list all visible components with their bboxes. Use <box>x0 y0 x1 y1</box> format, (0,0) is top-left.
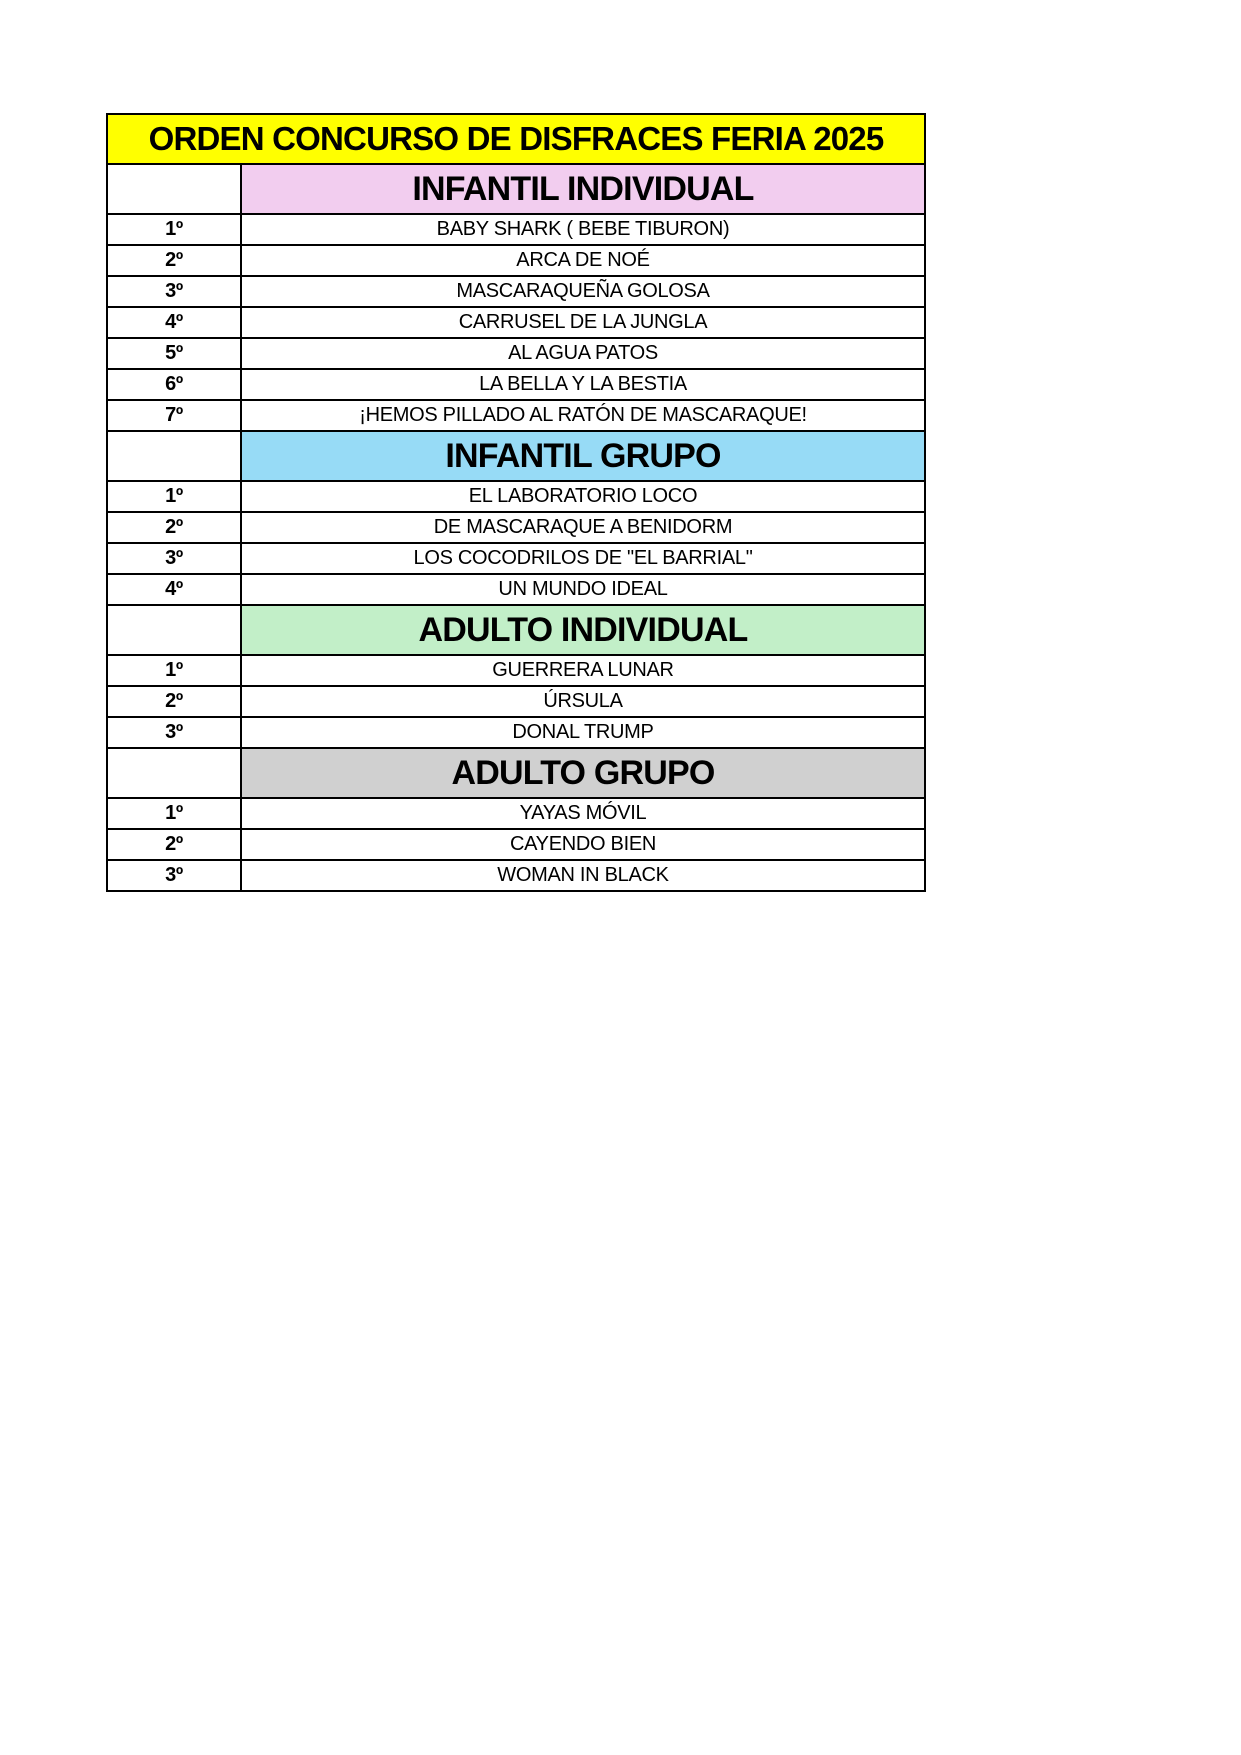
page-title: ORDEN CONCURSO DE DISFRACES FERIA 2025 <box>107 114 925 164</box>
section-header-infantil-individual <box>107 164 925 214</box>
rank-cell: 3º <box>107 276 241 307</box>
table-row <box>107 214 925 245</box>
section-title: INFANTIL INDIVIDUAL <box>241 164 925 214</box>
costume-name-cell: CAYENDO BIEN <box>241 829 925 860</box>
table-body <box>107 114 925 891</box>
rank-cell: 1º <box>107 481 241 512</box>
table-row <box>107 276 925 307</box>
costume-name-cell: AL AGUA PATOS <box>241 338 925 369</box>
section-blank-cell <box>107 748 241 798</box>
section-header-adulto-grupo <box>107 748 925 798</box>
costume-name-cell: ÚRSULA <box>241 686 925 717</box>
title-row <box>107 114 925 164</box>
rank-cell: 1º <box>107 214 241 245</box>
costume-name-cell: DONAL TRUMP <box>241 717 925 748</box>
table-row <box>107 829 925 860</box>
costume-name-cell: MASCARAQUEÑA GOLOSA <box>241 276 925 307</box>
table-row <box>107 686 925 717</box>
rank-cell: 2º <box>107 512 241 543</box>
costume-name-cell: UN MUNDO IDEAL <box>241 574 925 605</box>
table-row <box>107 574 925 605</box>
table-row <box>107 338 925 369</box>
rank-cell: 1º <box>107 655 241 686</box>
section-title: INFANTIL GRUPO <box>241 431 925 481</box>
table-row <box>107 481 925 512</box>
section-blank-cell <box>107 605 241 655</box>
table-row <box>107 400 925 431</box>
costume-name-cell: CARRUSEL DE LA JUNGLA <box>241 307 925 338</box>
costume-name-cell: DE MASCARAQUE A BENIDORM <box>241 512 925 543</box>
table-row <box>107 512 925 543</box>
section-header-infantil-grupo <box>107 431 925 481</box>
costume-contest-table <box>106 113 926 892</box>
section-title: ADULTO INDIVIDUAL <box>241 605 925 655</box>
costume-name-cell: BABY SHARK ( BEBE TIBURON) <box>241 214 925 245</box>
rank-cell: 5º <box>107 338 241 369</box>
table-row <box>107 543 925 574</box>
rank-cell: 2º <box>107 686 241 717</box>
rank-cell: 3º <box>107 717 241 748</box>
rank-cell: 3º <box>107 860 241 891</box>
costume-name-cell: ARCA DE NOÉ <box>241 245 925 276</box>
rank-cell: 6º <box>107 369 241 400</box>
costume-name-cell: ¡HEMOS PILLADO AL RATÓN DE MASCARAQUE! <box>241 400 925 431</box>
costume-name-cell: WOMAN IN BLACK <box>241 860 925 891</box>
table-row <box>107 307 925 338</box>
table-row <box>107 717 925 748</box>
costume-name-cell: EL LABORATORIO LOCO <box>241 481 925 512</box>
table-row <box>107 245 925 276</box>
rank-cell: 3º <box>107 543 241 574</box>
table-row <box>107 655 925 686</box>
rank-cell: 7º <box>107 400 241 431</box>
costume-name-cell: YAYAS MÓVIL <box>241 798 925 829</box>
section-title: ADULTO GRUPO <box>241 748 925 798</box>
section-header-adulto-individual <box>107 605 925 655</box>
rank-cell: 4º <box>107 307 241 338</box>
rank-cell: 4º <box>107 574 241 605</box>
table-row <box>107 369 925 400</box>
table-row <box>107 798 925 829</box>
costume-name-cell: GUERRERA LUNAR <box>241 655 925 686</box>
costume-name-cell: LA BELLA Y LA BESTIA <box>241 369 925 400</box>
section-blank-cell <box>107 164 241 214</box>
table-row <box>107 860 925 891</box>
rank-cell: 2º <box>107 829 241 860</box>
rank-cell: 1º <box>107 798 241 829</box>
rank-cell: 2º <box>107 245 241 276</box>
section-blank-cell <box>107 431 241 481</box>
costume-name-cell: LOS COCODRILOS DE "EL BARRIAL" <box>241 543 925 574</box>
